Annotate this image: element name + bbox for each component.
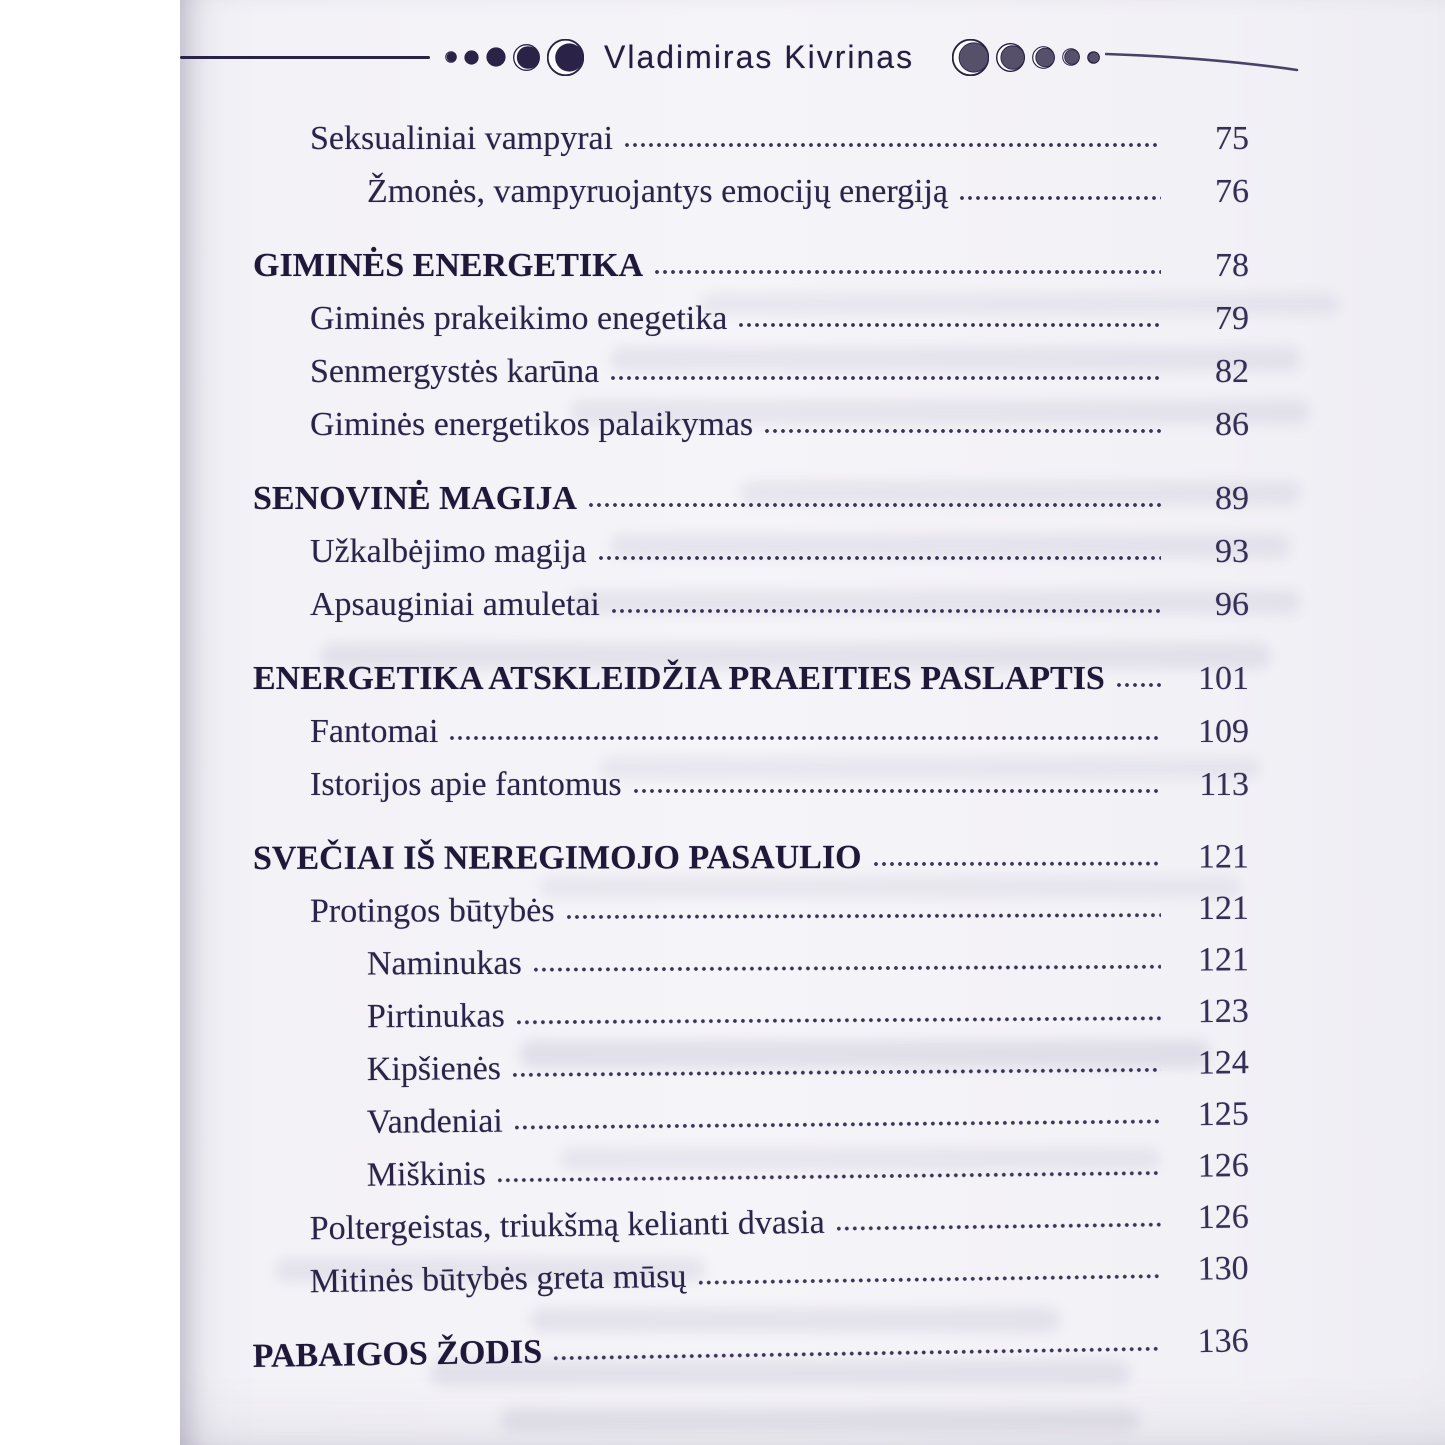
page-title: Vladimiras Kivrinas xyxy=(604,38,915,75)
toc-entry-label: Giminės energetikos palaikymas xyxy=(310,406,754,444)
toc-entry xyxy=(253,1028,1249,1089)
toc-entry-page: 96 xyxy=(1215,586,1249,624)
dots-leader xyxy=(450,735,1161,741)
toc-entry-label: SVEČIAI IŠ NEREGIMOJO PASAULIO xyxy=(252,839,862,878)
dots-leader xyxy=(567,912,1161,920)
moon-phase-icon xyxy=(486,47,506,67)
dots-leader xyxy=(625,142,1161,148)
toc-entry-label: Kipšienės xyxy=(366,1050,502,1089)
toc-entry-label: Protingos būtybės xyxy=(309,892,555,931)
toc-entry xyxy=(253,925,1249,983)
toc-entry-page: 123 xyxy=(1197,993,1249,1031)
toc-entry-page: 125 xyxy=(1197,1095,1249,1134)
toc-entry xyxy=(253,697,1249,750)
dots-leader xyxy=(874,861,1161,867)
moon-phase-icon xyxy=(445,51,457,63)
toc-entry-label: Istorijos apie fantomus xyxy=(310,766,622,804)
toc-entry-label: Senmergystės karūna xyxy=(310,353,600,391)
moon-phase-icon xyxy=(513,44,540,71)
toc-entry-page: 121 xyxy=(1197,941,1249,979)
toc-entry xyxy=(252,1306,1249,1375)
header-rule-right xyxy=(1105,51,1300,79)
table-of-contents xyxy=(253,104,1249,1375)
toc-entry-label: Poltergeistas, triukšmą kelianti dvasia xyxy=(309,1204,825,1248)
dots-leader xyxy=(634,788,1161,794)
bleedthrough-artifact xyxy=(500,1408,1140,1432)
dots-leader xyxy=(960,195,1161,201)
dots-leader xyxy=(739,322,1161,328)
dots-leader xyxy=(611,375,1161,381)
toc-entry-page: 121 xyxy=(1197,838,1249,876)
moon-phase-icon xyxy=(996,43,1025,72)
toc-entry-page: 126 xyxy=(1197,1147,1249,1185)
toc-entry-label: GIMINĖS ENERGETIKA xyxy=(253,247,644,285)
toc-entry-page: 78 xyxy=(1215,247,1249,285)
toc-entry-page: 121 xyxy=(1197,890,1249,928)
dots-leader xyxy=(515,1118,1161,1130)
toc-entry xyxy=(253,517,1249,570)
dots-leader xyxy=(534,964,1161,973)
toc-entry-label: ENERGETIKA ATSKLEIDŽIA PRAEITIES PASLAPTIS xyxy=(253,660,1105,698)
toc-entry-label: Apsauginiai amuletai xyxy=(310,586,600,624)
toc-entry-page: 76 xyxy=(1215,173,1249,211)
toc-entry-label: Giminės prakeikimo enegetika xyxy=(310,300,728,338)
toc-entry xyxy=(253,570,1249,623)
toc-entry xyxy=(253,644,1249,697)
dots-leader xyxy=(589,502,1161,508)
toc-entry-label: Fantomai xyxy=(310,713,439,751)
toc-entry-label: Naminukas xyxy=(366,945,522,983)
moon-phases-right xyxy=(952,39,1100,76)
page-header xyxy=(180,12,1445,102)
toc-entry-label: Mitinės būtybės greta mūsų xyxy=(309,1258,687,1301)
dots-leader xyxy=(655,269,1161,275)
toc-entry-label: Pirtinukas xyxy=(366,997,505,1036)
moon-phase-icon xyxy=(547,39,584,76)
toc-entry xyxy=(253,822,1249,877)
toc-entry-label: Vandeniai xyxy=(366,1102,503,1142)
toc-entry xyxy=(253,157,1249,210)
toc-entry-label: Žmonės, vampyruojantys emocijų energiją xyxy=(367,173,949,211)
toc-entry xyxy=(253,874,1249,930)
toc-entry-page: 136 xyxy=(1197,1322,1249,1361)
moon-phase-icon xyxy=(1032,46,1055,69)
toc-entry-label: Užkalbėjimo magija xyxy=(310,533,587,571)
dots-leader xyxy=(554,1346,1161,1362)
moon-phases-left xyxy=(445,39,584,76)
dots-leader xyxy=(513,1067,1161,1078)
toc-entry-page: 130 xyxy=(1197,1250,1249,1288)
toc-entry-label: PABAIGOS ŽODIS xyxy=(252,1333,543,1376)
header-rule-left xyxy=(180,56,430,59)
dots-leader xyxy=(517,1015,1161,1025)
toc-entry xyxy=(253,337,1249,390)
dots-leader xyxy=(599,555,1161,561)
toc-entry-label: Seksualiniai vampyrai xyxy=(310,120,614,158)
dots-leader xyxy=(765,428,1161,434)
toc-entry xyxy=(253,390,1249,443)
toc-entry-label: Miškinis xyxy=(366,1155,487,1195)
toc-entry xyxy=(253,977,1249,1036)
toc-entry-page: 93 xyxy=(1215,533,1249,571)
moon-phase-icon xyxy=(952,39,989,76)
toc-entry-page: 101 xyxy=(1198,660,1249,698)
toc-entry xyxy=(253,750,1249,803)
moon-phase-icon xyxy=(1062,48,1080,66)
toc-entry-page: 124 xyxy=(1197,1044,1249,1082)
dots-leader xyxy=(498,1170,1161,1183)
toc-entry xyxy=(253,284,1249,337)
toc-entry-page: 79 xyxy=(1215,300,1249,338)
toc-entry-page: 82 xyxy=(1215,353,1249,391)
moon-phase-icon xyxy=(1087,51,1100,64)
toc-entry-label: SENOVINĖ MAGIJA xyxy=(253,480,577,518)
toc-entry xyxy=(253,104,1249,157)
moon-phase-icon xyxy=(464,50,479,65)
toc-entry-page: 75 xyxy=(1215,120,1249,158)
dots-leader xyxy=(612,608,1161,614)
toc-entry-page: 113 xyxy=(1199,766,1249,804)
book-page xyxy=(180,0,1445,1445)
toc-entry-page: 89 xyxy=(1215,480,1249,518)
toc-entry-page: 126 xyxy=(1197,1198,1249,1237)
toc-entry xyxy=(253,231,1249,284)
dots-leader xyxy=(837,1222,1161,1232)
dots-leader xyxy=(1117,682,1161,688)
dots-leader xyxy=(699,1273,1161,1286)
toc-entry-page: 109 xyxy=(1198,713,1249,751)
toc-entry xyxy=(253,464,1249,517)
toc-entry-page: 86 xyxy=(1215,406,1249,444)
